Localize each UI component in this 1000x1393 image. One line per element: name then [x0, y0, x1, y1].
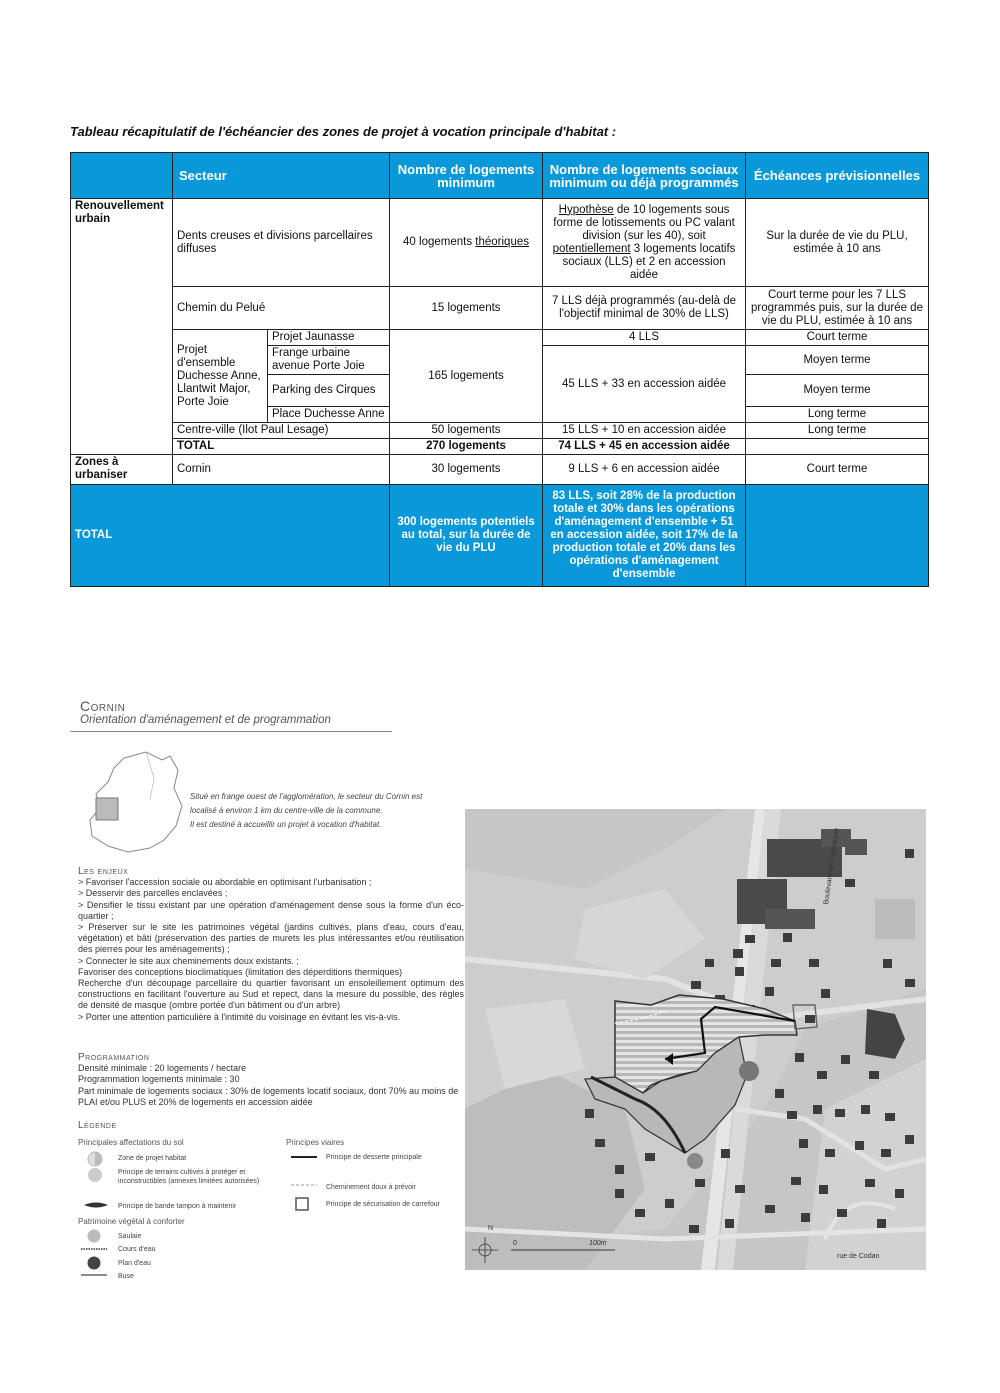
table-header-row	[71, 153, 929, 199]
header-logements: Nombre de logements minimum	[390, 153, 543, 199]
legend-zone: Zone de projet habitat	[118, 1155, 187, 1162]
sociaux-u1: Hypothèse	[558, 203, 614, 216]
stakes-block	[78, 866, 464, 1023]
street-label: rue de Codan	[837, 1253, 880, 1260]
desserte-icon	[290, 1154, 318, 1160]
buse-icon	[80, 1273, 108, 1277]
prog-item: Densité minimale : 20 logements / hectare	[78, 1063, 247, 1074]
cell-echeance: Sur la durée de vie du PLU, estimée à 10 ans	[746, 199, 929, 287]
stake-item: > Desservir des parcelles enclavées ;	[78, 888, 228, 899]
legend-cheminement: Cheminement doux à prévoir	[326, 1184, 416, 1191]
cell-secteur: Cornin	[173, 455, 390, 485]
cell-subsector: Place Duchesse Anne	[268, 407, 390, 423]
group-renouvellement: Renouvellement urbain	[71, 199, 173, 455]
programmation-block	[78, 1052, 464, 1108]
cell-secteur: Projet d'ensemble Duchesse Anne, Llantwit Major, Porte Joie	[173, 330, 268, 423]
stake-item: Favoriser des conceptions bioclimatiques (limitation des déperditions thermiques)	[78, 966, 403, 977]
table-total-row	[71, 485, 929, 587]
sociaux-t1: de 10 logements sous forme de lotissements ou PC valant division (sur les 40), soit	[553, 203, 735, 242]
total-label: TOTAL	[71, 485, 390, 587]
bande-tampon-icon	[82, 1200, 110, 1210]
legend-saulaie: Saulaie	[118, 1233, 142, 1240]
intro-line: Situé en frange ouest de l'agglomération, le secteur du Cornin est	[190, 792, 423, 801]
subtotal-logements: 270 logements	[390, 439, 543, 455]
stakes-title: Les enjeux	[78, 866, 129, 877]
legend-group-sol: Principales affectations du sol	[78, 1138, 184, 1147]
prog-item: Programmation logements minimale : 30	[78, 1074, 240, 1085]
cell-secteur: Chemin du Pelué	[173, 287, 390, 330]
cell-subsector: Projet Jaunasse	[268, 330, 390, 346]
cell-echeance: Long terme	[746, 407, 929, 423]
sociaux-u2: potentiellement	[552, 242, 631, 255]
cell-echeance: Court terme pour les 7 LLS programmés puis, sur la durée de vie du PLU, estimée à 10 ans	[746, 287, 929, 330]
cours-eau-icon	[80, 1246, 108, 1252]
cell-logements: 165 logements	[390, 330, 543, 423]
scale-end: 100m	[589, 1240, 607, 1247]
schedule-table	[70, 152, 929, 587]
cell-sociaux: 4 LLS	[543, 330, 746, 346]
header-secteur: Secteur	[173, 153, 390, 199]
stake-item: > Porter une attention particulière à l'intimité du voisinage en évitant les vis-à-vis.	[78, 1011, 401, 1022]
table-row	[71, 455, 929, 485]
subtotal-sociaux: 74 LLS + 45 en accession aidée	[543, 439, 746, 455]
scale-zero: 0	[513, 1240, 517, 1247]
section-subtitle: Orientation d'aménagement et de programmation	[80, 714, 331, 726]
stake-item: > Densifier le tissu existant par une opération d'aménagement dense sous la forme d'un éco-quartier ;	[78, 899, 464, 921]
stake-item: > Connecter le site aux cheminements doux existants. ;	[78, 955, 299, 966]
cell-sociaux: 45 LLS + 33 en accession aidée	[543, 346, 746, 423]
section-title: Cornin	[80, 698, 126, 714]
table-row	[71, 330, 929, 346]
legend-group-vegetal: Patrimoine végétal à conforter	[78, 1217, 185, 1226]
cell-logements: 30 logements	[390, 455, 543, 485]
table-caption: Tableau récapitulatif de l'échéancier des zones de projet à vocation principale d'habitat :	[70, 124, 617, 139]
cell-logements: 50 logements	[390, 423, 543, 439]
prog-item: Part minimale de logements sociaux : 30% de logements locatif sociaux, dont 70% au moins de PLAI et/ou PLUS et 20% de logements en accession aidée	[78, 1085, 459, 1107]
location-inset-map	[84, 748, 194, 856]
aerial-map-graphic	[465, 809, 926, 1270]
logements-text: 40 logements	[403, 236, 476, 248]
subtotal-label: TOTAL	[173, 439, 390, 455]
north-arrow-label: N	[488, 1225, 494, 1232]
subtotal-echeance	[746, 439, 929, 455]
table-row	[71, 199, 929, 287]
intro-line: Il est destiné à accueillir un projet à vocation d'habitat.	[190, 820, 382, 829]
stake-item: Recherche d'un découpage parcellaire du quartier favorisant un ensoleillement optimum des constructions en facilitant l'ouverture au Sud et repect, dans la mesure du possible, des règles de densité de masque (ombre portée d'un bâtiment ou d'un arbre)	[78, 978, 464, 1011]
total-logements: 300 logements potentiels au total, sur la durée de vie du PLU	[390, 485, 543, 587]
legend-bande: Principe de bande tampon à maintenir	[118, 1203, 237, 1210]
group-zones: Zones à urbaniser	[71, 455, 173, 485]
logements-underlined: théoriques	[475, 236, 529, 248]
cell-subsector: Frange urbaine avenue Porte Joie	[268, 346, 390, 375]
saulaie-icon	[86, 1228, 102, 1244]
total-sociaux: 83 LLS, soit 28% de la production totale et 30% dans les opérations d'aménagement d'ensemble + 51 en accession aidée, soit 17% de la production totale et 20% dans les opérations d'aménagement d'ensemble	[543, 485, 746, 587]
total-echeance	[746, 485, 929, 587]
legend-group-viaires: Principes viaires	[286, 1138, 345, 1147]
header-echeances: Échéances prévisionnelles	[746, 153, 929, 199]
header-blank	[71, 153, 173, 199]
legend-buse: Buse	[118, 1273, 134, 1280]
legend-terrains: Principe de terrains cultivés à protéger et inconstructibles (annexes limitées autorisées)	[118, 1169, 260, 1185]
plan-eau-icon	[86, 1255, 102, 1271]
cheminement-icon	[290, 1182, 318, 1188]
cell-sociaux: 9 LLS + 6 en accession aidée	[543, 455, 746, 485]
cell-echeance: Moyen terme	[746, 375, 929, 407]
legend-title: Légende	[78, 1120, 117, 1131]
cell-subsector: Parking des Cirques	[268, 375, 390, 407]
cell-sociaux: 15 LLS + 10 en accession aidée	[543, 423, 746, 439]
cell-echeance: Court terme	[746, 330, 929, 346]
sociaux-t2: 3 logements locatifs sociaux (LLS) et 2 en accession aidée	[562, 242, 736, 281]
stake-item: > Favoriser l'accession sociale ou abordable en optimisant l'urbanisation ;	[78, 877, 372, 888]
aerial-map	[465, 809, 926, 1270]
boulevard-label: Boulevard de l'Atlantique	[823, 827, 841, 905]
intro-line: localisé à environ 1 km du centre-ville de la commune.	[190, 806, 383, 815]
intro-text	[190, 790, 470, 832]
header-sociaux: Nombre de logements sociaux minimum ou déjà programmés	[543, 153, 746, 199]
cell-echeance: Long terme	[746, 423, 929, 439]
table-row	[71, 423, 929, 439]
terrains-cultives-icon	[86, 1166, 104, 1184]
legend-securisation: Principe de sécurisation de carrefour	[326, 1201, 441, 1208]
cell-logements: 15 logements	[390, 287, 543, 330]
legend-desserte: Principe de desserte principale	[326, 1154, 422, 1161]
cell-echeance: Court terme	[746, 455, 929, 485]
programmation-title: Programmation	[78, 1052, 150, 1063]
carrefour-icon	[294, 1196, 310, 1212]
cell-secteur: Dents creuses et divisions parcellaires diffuses	[173, 199, 390, 287]
legend-cours: Cours d'eau	[118, 1246, 156, 1253]
cell-logements	[390, 199, 543, 287]
table-row	[71, 439, 929, 455]
table-row	[71, 287, 929, 330]
section-rule	[70, 731, 392, 732]
stake-item: > Préserver sur le site les patrimoines végétal (jardins cultivés, plans d'eau, cours d'eau, végétation) et bâti (préservation des parties de murets les plus intéressantes et/ou réutilisation des pierres pour les aménagements) ;	[78, 922, 464, 955]
cell-sociaux	[543, 199, 746, 287]
cell-echeance: Moyen terme	[746, 346, 929, 375]
legend-plan: Plan d'eau	[118, 1260, 151, 1267]
cell-sociaux: 7 LLS déjà programmés (au-delà de l'objectif minimal de 30% de LLS)	[543, 287, 746, 330]
cell-secteur: Centre-ville (Ilot Paul Lesage)	[173, 423, 390, 439]
